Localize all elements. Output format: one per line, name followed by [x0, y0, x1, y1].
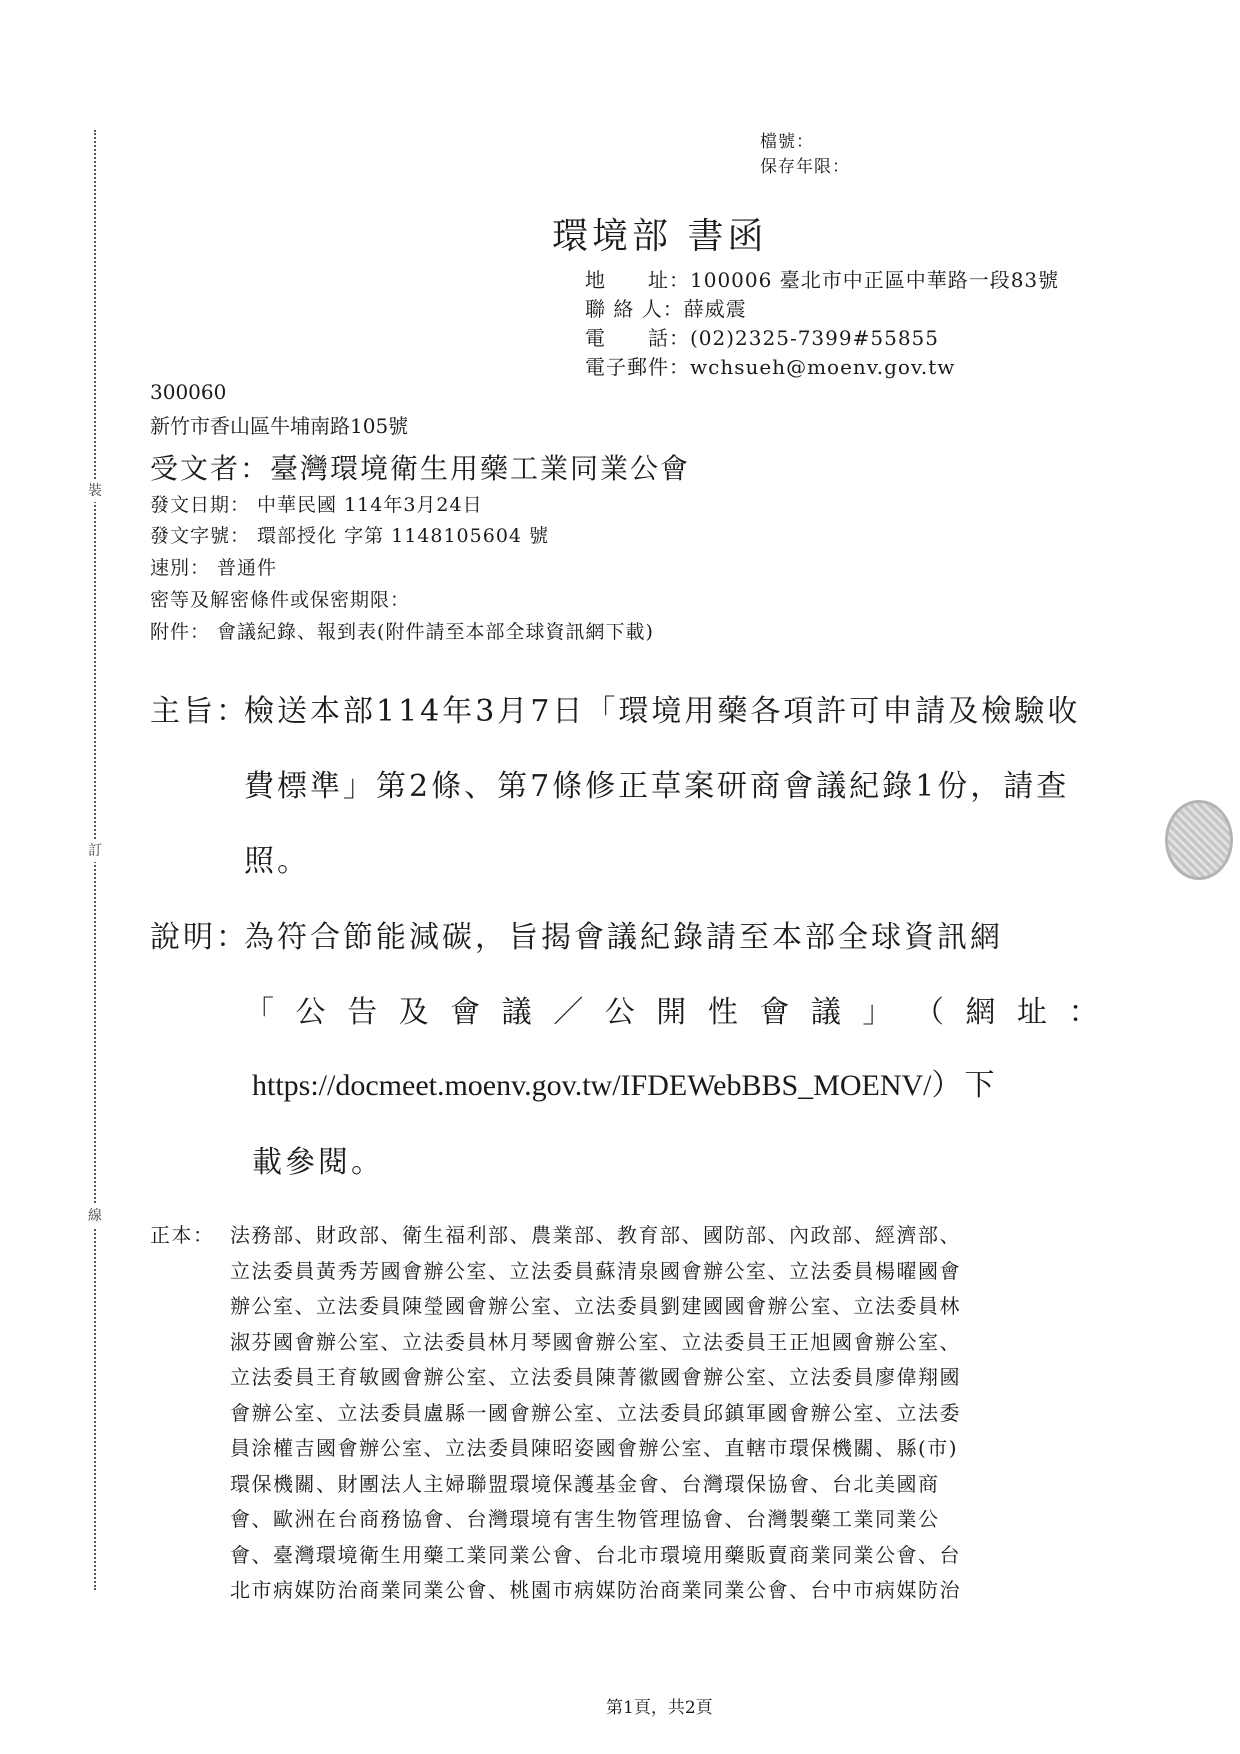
binding-label-top: 裝	[86, 480, 104, 502]
seal-stamp	[1165, 800, 1233, 880]
phone-value: (02)2325-7399#55855	[690, 326, 939, 350]
retention-label: 保存年限：	[760, 157, 850, 177]
email-value: wchsueh@moenv.gov.tw	[690, 355, 956, 379]
binding-label-middle: 訂	[86, 840, 104, 862]
copies-line: 辦公室、立法委員陳瑩國會辦公室、立法委員劉建國國會辦公室、立法委員林	[230, 1294, 961, 1318]
recipient-name: 臺灣環境衛生用藥工業同業公會	[270, 452, 691, 485]
copies-label: 正本：	[150, 1223, 215, 1247]
file-number-label: 檔號：	[760, 132, 814, 152]
contact-email-row	[585, 351, 955, 380]
delivery-speed: 速別： 普通件	[150, 557, 278, 579]
phone-label: 電 話：	[585, 326, 690, 350]
copies-line: 員涂權吉國會辦公室、立法委員陳昭姿國會辦公室、直轄市環保機關、縣(市)	[230, 1436, 959, 1460]
subject-line-3: 照。	[244, 844, 310, 879]
issue-date: 發文日期： 中華民國 114年3月24日	[150, 494, 483, 516]
recipient-row	[150, 447, 690, 487]
meeting-url: https://docmeet.moenv.gov.tw/IFDEWebBBS_MOENV/	[252, 1069, 932, 1102]
recipient-postal-code: 300060	[150, 380, 227, 404]
attachments: 附件： 會議紀錄、報到表(附件請至本部全球資訊網下載)	[150, 621, 654, 643]
explanation-line-3-suffix: ）下	[931, 1068, 998, 1103]
explanation-label: 說明：	[150, 920, 249, 955]
recipient-street-address: 新竹市香山區牛埔南路105號	[150, 414, 409, 438]
contact-person-row	[585, 293, 747, 322]
page-number: 第1頁，共2頁	[606, 1698, 713, 1718]
contact-phone-row	[585, 322, 939, 351]
address-value: 100006 臺北市中正區中華路一段83號	[690, 268, 1060, 292]
subject-line-2: 費標準」第2條、第7條修正草案研商會議紀錄1份，請查	[244, 769, 1070, 804]
explanation-line-1: 為符合節能減碳，旨揭會議紀錄請至本部全球資訊網	[244, 920, 1003, 955]
explanation-line-4: 載參閱。	[252, 1145, 384, 1180]
copies-line: 會、臺灣環境衛生用藥工業同業公會、台北市環境用藥販賣商業同業公會、台	[230, 1542, 961, 1567]
address-label: 地 址：	[585, 268, 690, 292]
person-label: 聯 絡 人：	[585, 297, 684, 321]
subject-label: 主旨：	[150, 694, 249, 729]
copies-line: 會、歐洲在台商務協會、台灣環境有害生物管理協會、台灣製藥工業同業公	[230, 1507, 940, 1531]
explanation-line-2: 「 公 告 及 會 議 ／ 公 開 性 會 議 」 （ 網 址 ：	[244, 995, 1105, 1030]
copies-line: 立法委員王育敏國會辦公室、立法委員陳菁徽國會辦公室、立法委員廖偉翔國	[230, 1365, 961, 1389]
binding-label-bottom: 線	[86, 1205, 104, 1227]
recipient-label: 受文者：	[150, 452, 271, 485]
subject-line-1: 檢送本部114年3月7日「環境用藥各項許可申請及檢驗收	[244, 694, 1081, 729]
copies-line: 立法委員黃秀芳國會辦公室、立法委員蘇清泉國會辦公室、立法委員楊曜國會	[230, 1258, 961, 1283]
copies-line: 法務部、財政部、衛生福利部、農業部、教育部、國防部、內政部、經濟部、	[230, 1223, 961, 1247]
copies-line: 北市病媒防治商業同業公會、桃園市病媒防治商業同業公會、台中市病媒防治	[230, 1578, 961, 1602]
secrecy-level: 密等及解密條件或保密期限：	[150, 589, 411, 611]
contact-address-row	[585, 264, 1059, 293]
email-label: 電子郵件：	[585, 355, 690, 379]
document-title: 環境部 書函	[552, 216, 768, 257]
person-value: 薛威震	[683, 297, 747, 321]
document-number: 發文字號： 環部授化 字第 1148105604 號	[150, 525, 550, 547]
explanation-line-3	[252, 1060, 997, 1104]
copies-line: 會辦公室、立法委員盧縣一國會辦公室、立法委員邱鎮軍國會辦公室、立法委	[230, 1400, 961, 1425]
copies-line: 環保機關、財團法人主婦聯盟環境保護基金會、台灣環保協會、台北美國商	[230, 1471, 940, 1496]
copies-line: 淑芬國會辦公室、立法委員林月琴國會辦公室、立法委員王正旭國會辦公室、	[230, 1329, 961, 1354]
